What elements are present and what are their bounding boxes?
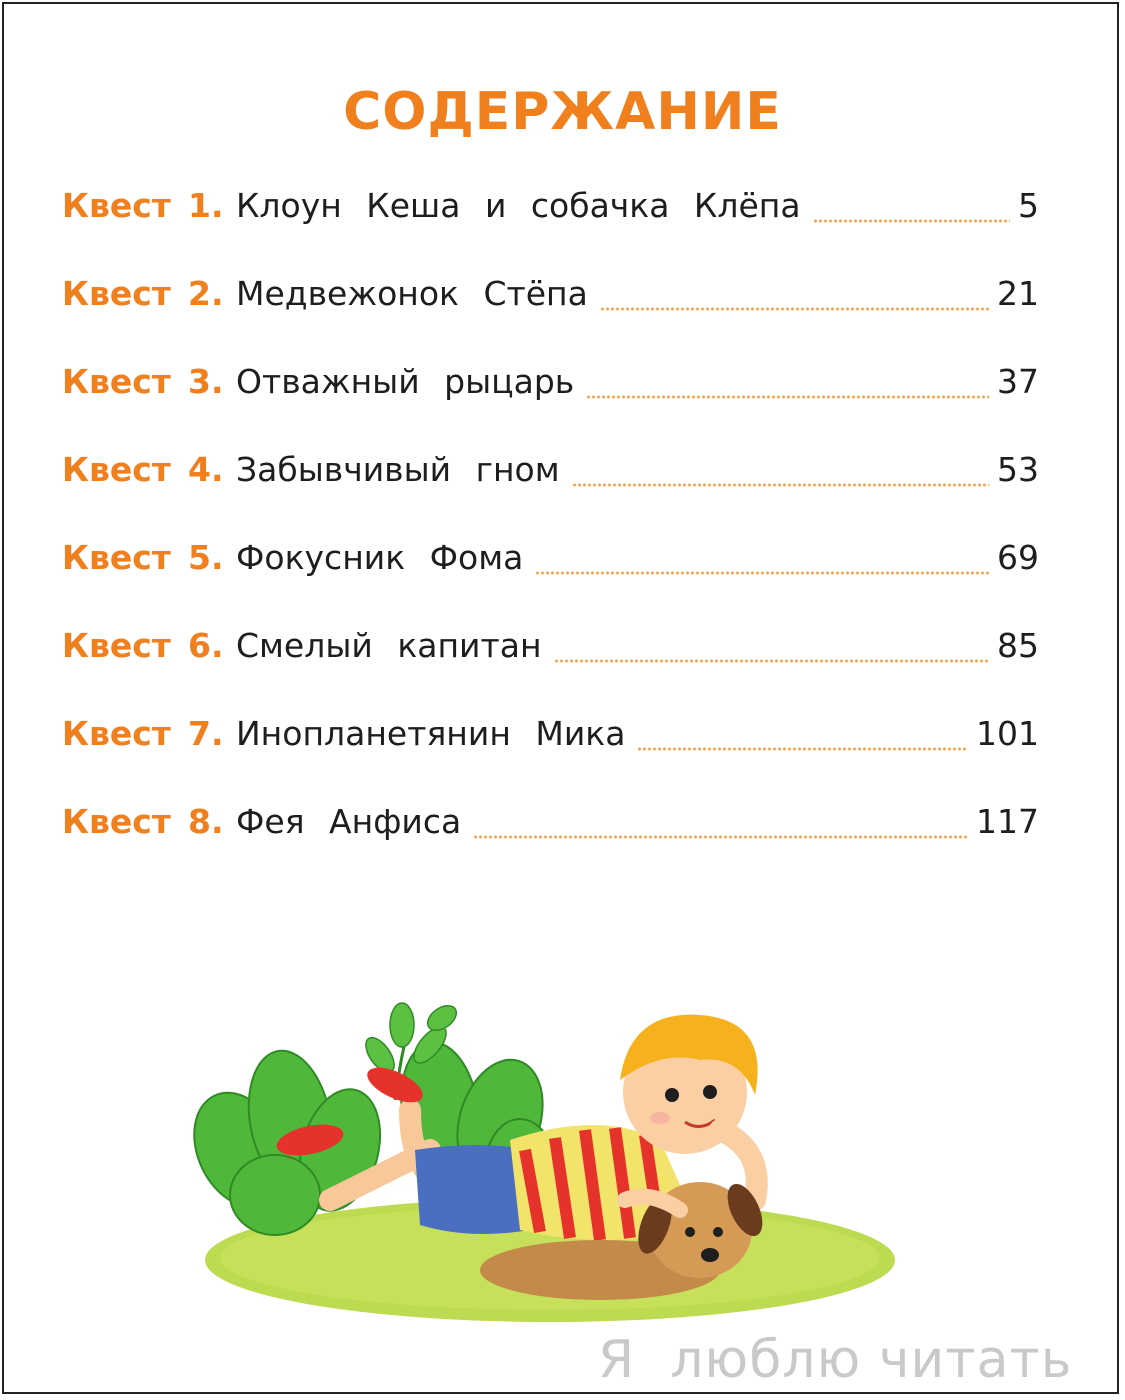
dot-leader [535,570,989,576]
quest-number: 7. [188,714,224,753]
page-number: 85 [997,626,1039,665]
quest-title: Забывчивый гном [236,450,560,489]
toc-entry[interactable] [62,450,1039,500]
quest-label: Квест [62,714,171,753]
quest-label: Квест [62,186,171,225]
page-number: 69 [997,538,1039,577]
dot-leader [600,306,989,312]
quest-label: Квест [62,802,171,841]
quest-label: Квест [62,626,171,665]
quest-title: Инопланетянин Мика [236,714,626,753]
quest-number: 8. [188,802,224,841]
quest-number: 1. [188,186,224,225]
quest-title: Фокусник Фома [236,538,524,577]
quest-title: Медвежонок Стёпа [236,274,588,313]
toc-entry[interactable] [62,362,1039,412]
quest-title: Клоун Кеша и собачка Клёпа [236,186,801,225]
dot-leader [572,482,989,488]
dot-leader [586,394,989,400]
toc-entry[interactable] [62,714,1039,764]
toc-entry[interactable] [62,274,1039,324]
toc-entry[interactable] [62,186,1039,236]
quest-title: Отважный рыцарь [236,362,575,401]
page-number: 5 [1018,186,1039,225]
page-number: 53 [997,450,1039,489]
toc-entry[interactable] [62,538,1039,588]
dot-leader [554,658,989,664]
page-number: 21 [997,274,1039,313]
page-number: 101 [976,714,1039,753]
quest-label: Квест [62,362,171,401]
dot-leader [813,218,1010,224]
boy-and-puppy-illustration [180,1000,910,1330]
quest-title: Смелый капитан [236,626,542,665]
quest-number: 6. [188,626,224,665]
quest-number: 5. [188,538,224,577]
watermark-text: Я люблю читать [598,1330,1073,1390]
page-number: 117 [976,802,1039,841]
dot-leader [473,834,968,840]
quest-label: Квест [62,450,171,489]
page-number: 37 [997,362,1039,401]
quest-title: Фея Анфиса [236,802,462,841]
quest-label: Квест [62,274,171,313]
toc-entry[interactable] [62,802,1039,852]
quest-label: Квест [62,538,171,577]
quest-number: 4. [188,450,224,489]
page-title: СОДЕРЖАНИЕ [343,82,782,142]
toc-entry[interactable] [62,626,1039,676]
quest-number: 3. [188,362,224,401]
dot-leader [637,746,968,752]
quest-number: 2. [188,274,224,313]
